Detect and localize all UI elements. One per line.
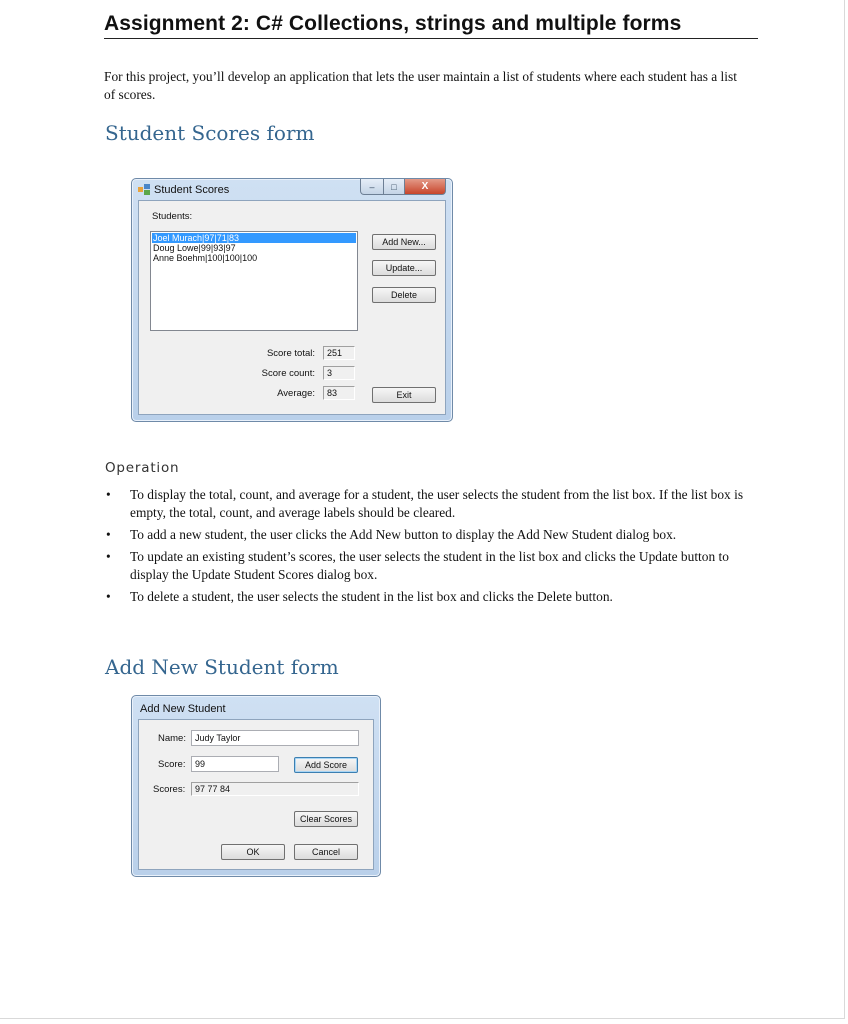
clear-scores-button[interactable]: Clear Scores xyxy=(294,811,358,827)
intro-paragraph: For this project, you’ll develop an application that lets the user maintain a list of students where each student has a list of scores. xyxy=(104,69,737,102)
app-icon xyxy=(138,184,150,195)
name-label: Name: xyxy=(158,733,186,744)
bullet-glyph: • xyxy=(106,589,111,604)
scores-value: 97 77 84 xyxy=(191,782,359,796)
score-input[interactable]: 99 xyxy=(191,756,279,772)
score-label: Score: xyxy=(158,759,186,770)
add-new-button[interactable]: Add New... xyxy=(372,234,436,250)
bullet-glyph: • xyxy=(106,527,111,542)
bullet-text: To update an existing student’s scores, the user selects the student in the list box and clicks the Update button to display the Update Student Scores dialog box. xyxy=(130,549,729,582)
cancel-button[interactable]: Cancel xyxy=(294,844,358,860)
students-listbox[interactable] xyxy=(150,231,358,331)
minimize-button[interactable]: – xyxy=(360,179,384,195)
bullet-text: To delete a student, the user selects the student in the list box and clicks the Delete button. xyxy=(130,589,613,604)
window-client-area xyxy=(138,200,446,415)
students-label: Students: xyxy=(152,211,193,222)
bullet-glyph: • xyxy=(106,487,111,502)
score-total-label: Score total: xyxy=(266,348,315,359)
update-button[interactable]: Update... xyxy=(372,260,436,276)
list-item xyxy=(104,588,764,606)
name-input[interactable]: Judy Taylor xyxy=(191,730,359,746)
list-item[interactable]: Doug Lowe|99|93|97 xyxy=(153,243,236,253)
score-count-label: Score count: xyxy=(261,368,315,379)
add-score-button[interactable]: Add Score xyxy=(294,757,358,773)
scores-label: Scores: xyxy=(153,784,186,795)
delete-button[interactable]: Delete xyxy=(372,287,436,303)
operation-list xyxy=(104,486,764,610)
exit-button[interactable]: Exit xyxy=(372,387,436,403)
section-heading-add-new-student: Add New Student form xyxy=(105,655,339,679)
average-label: Average: xyxy=(277,388,315,399)
window-controls xyxy=(360,179,446,195)
score-total-value: 251 xyxy=(323,346,355,360)
list-item[interactable]: Anne Boehm|100|100|100 xyxy=(153,253,258,263)
bullet-glyph: • xyxy=(106,549,111,564)
student-scores-window xyxy=(131,178,453,422)
add-new-student-window xyxy=(131,695,381,877)
document-title: Assignment 2: C# Collections, strings and multiple forms xyxy=(104,12,758,39)
close-button[interactable]: X xyxy=(405,179,446,195)
list-item xyxy=(104,486,764,522)
operation-heading: Operation xyxy=(105,460,180,476)
list-item[interactable]: Joel Murach|97|71|83 xyxy=(152,233,356,243)
list-item xyxy=(104,548,764,584)
bullet-text: To add a new student, the user clicks the Add New button to display the Add New Student dialog box. xyxy=(130,527,677,542)
window-title: Student Scores xyxy=(154,184,230,196)
score-count-value: 3 xyxy=(323,366,355,380)
section-heading-student-scores: Student Scores form xyxy=(105,121,315,145)
list-item xyxy=(104,526,764,544)
bullet-text: To display the total, count, and average for a student, the user selects the student from the list box. If the list box is empty, the total, count, and average labels should be cleared. xyxy=(130,487,744,520)
window-title: Add New Student xyxy=(140,703,226,715)
average-value: 83 xyxy=(323,386,355,400)
maximize-button[interactable]: □ xyxy=(384,179,405,195)
window-client-area xyxy=(138,719,374,870)
ok-button[interactable]: OK xyxy=(221,844,285,860)
